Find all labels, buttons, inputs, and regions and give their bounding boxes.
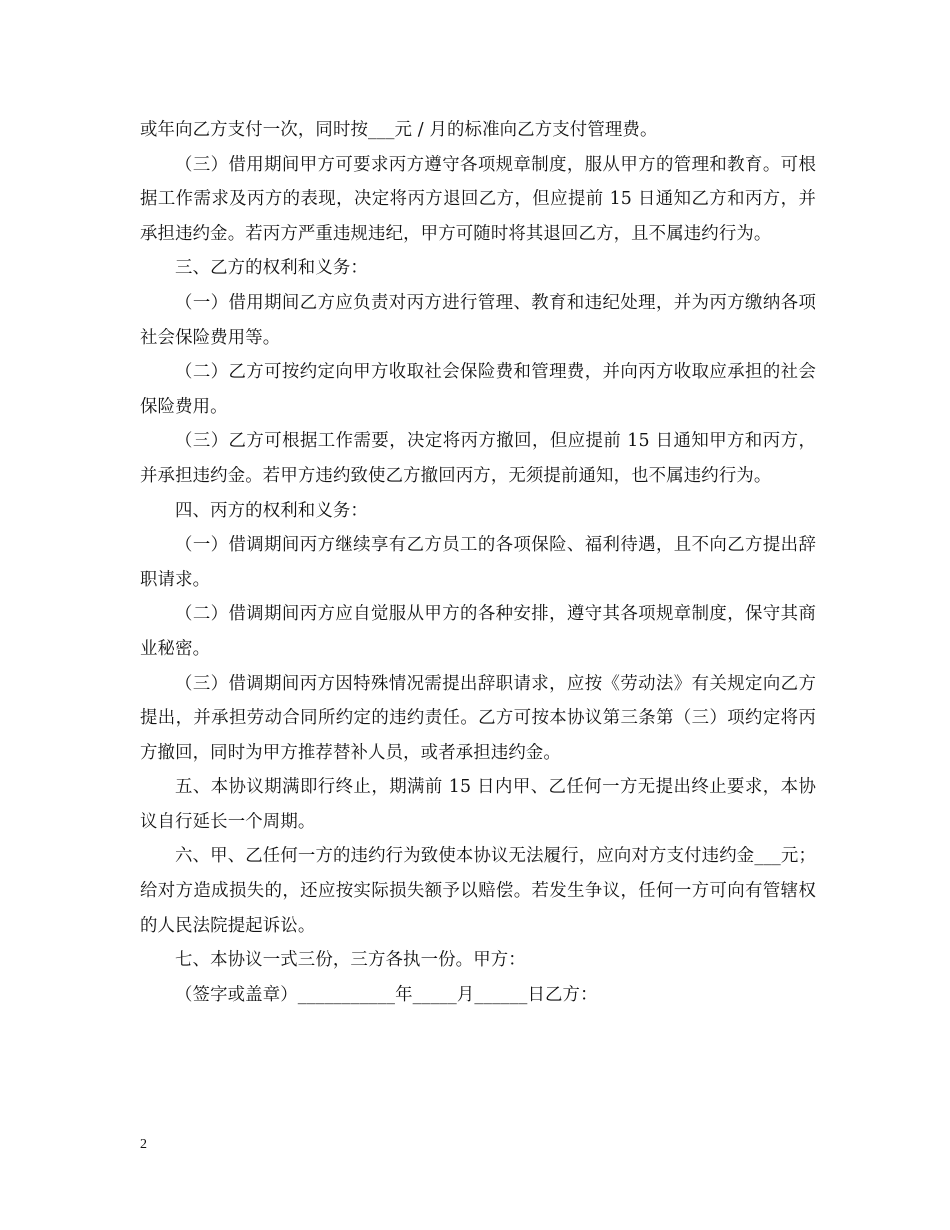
paragraph-clause-2-3: （三）借用期间甲方可要求丙方遵守各项规章制度，服从甲方的管理和教育。可根据工作需求及丙方的表现，决定将丙方退回乙方，但应提前 15 日通知乙方和丙方，并承担违约金。若丙方严重违规违纪，甲方可随时将其退回乙方，且不属违约行为。 <box>140 154 816 244</box>
paragraph-continuation: 或年向乙方支付一次，同时按___元 / 月的标准向乙方支付管理费。 <box>140 120 658 140</box>
paragraph-section-6: 六、甲、乙任何一方的违约行为致使本协议无法履行，应向对方支付违约金___元；给对方造成损失的，还应按实际损失额予以赔偿。若发生争议，任何一方可向有管辖权的人民法院提起诉讼。 <box>140 846 816 936</box>
paragraph-clause-4-1: （一）借调期间丙方继续享有乙方员工的各项保险、福利待遇，且不向乙方提出辞职请求。 <box>140 535 816 590</box>
paragraph-clause-3-1: （一）借用期间乙方应负责对丙方进行管理、教育和违纪处理，并为丙方缴纳各项社会保险费用等。 <box>140 292 816 348</box>
document-body <box>140 113 816 1012</box>
paragraph-section-5: 五、本协议期满即行终止，期满前 15 日内甲、乙任何一方无提出终止要求，本协议自行延长一个周期。 <box>140 777 816 832</box>
paragraph-clause-3-3: （三）乙方可根据工作需要，决定将丙方撤回，但应提前 15 日通知甲方和丙方，并承担违约金。若甲方违约致使乙方撤回丙方，无须提前通知，也不属违约行为。 <box>140 431 816 486</box>
page-number: 2 <box>140 1137 147 1152</box>
signature-line: （签字或盖章）___________年_____月______日乙方： <box>175 984 598 1005</box>
paragraph-clause-4-2: （二）借调期间丙方应自觉服从甲方的各种安排，遵守其各项规章制度，保守其商业秘密。 <box>140 604 816 659</box>
paragraph-section-7: 七、本协议一式三份，三方各执一份。甲方： <box>175 950 526 971</box>
paragraph-clause-3-2: （二）乙方可按约定向甲方收取社会保险费和管理费，并向丙方收取应承担的社会保险费用。 <box>140 362 816 417</box>
paragraph-clause-4-3: （三）借调期间丙方因特殊情况需提出辞职请求，应按《劳动法》有关规定向乙方提出，并承担劳动合同所约定的违约责任。乙方可按本协议第三条第（三）项约定将丙方撤回，同时为甲方推荐替补人员，或者承担违约金。 <box>140 673 816 763</box>
section-heading-3: 三、乙方的权利和义务： <box>175 258 368 279</box>
section-heading-4: 四、丙方的权利和义务： <box>175 500 368 521</box>
